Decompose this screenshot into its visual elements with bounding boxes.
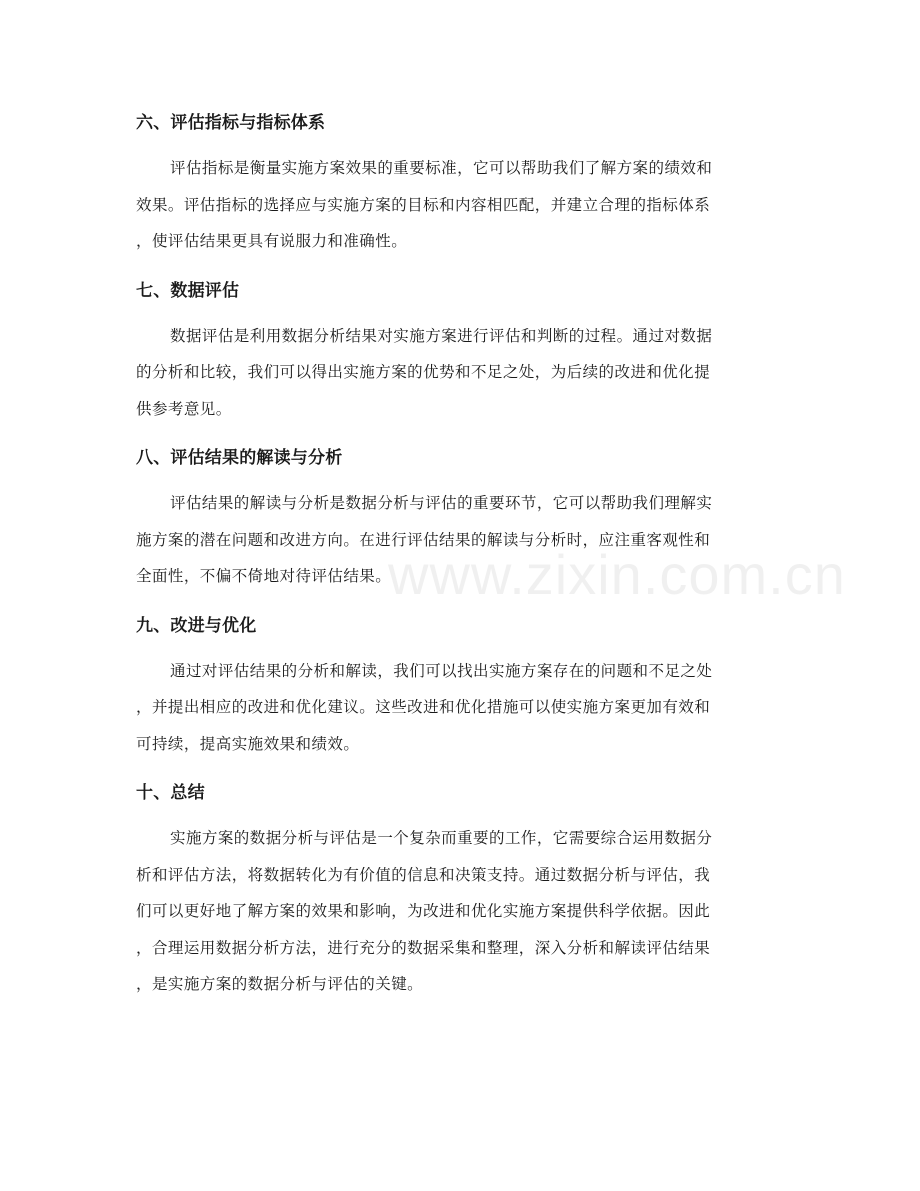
paragraph-line: ，合理运用数据分析方法，进行充分的数据采集和整理，深入分析和解读评估结果 <box>136 938 711 957</box>
paragraph-line: 施方案的潜在问题和改进方向。在进行评估结果的解读与分析时，应注重客观性和 <box>136 530 711 549</box>
section-paragraph <box>136 318 788 428</box>
section-paragraph <box>136 150 788 260</box>
section-paragraph <box>136 820 788 1003</box>
paragraph-line: 实施方案的数据分析与评估是一个复杂而重要的工作，它需要综合运用数据分 <box>170 829 713 847</box>
paragraph-line: 效果。评估指标的选择应与实施方案的目标和内容相匹配，并建立合理的指标体系 <box>136 195 711 214</box>
section-paragraph <box>136 485 788 595</box>
section-summary <box>136 778 788 1003</box>
section-heading: 六、评估指标与指标体系 <box>136 113 326 133</box>
paragraph-line: 供参考意见。 <box>136 399 232 418</box>
paragraph-line: 数据评估是利用数据分析结果对实施方案进行评估和判断的过程。通过对数据 <box>170 326 713 345</box>
paragraph-line: 评估结果的解读与分析是数据分析与评估的重要环节，它可以帮助我们理解实 <box>170 494 713 512</box>
document-body <box>136 108 788 1019</box>
paragraph-line: ，使评估结果更具有说服力和准确性。 <box>136 232 408 250</box>
section-heading: 九、改进与优化 <box>136 615 257 636</box>
paragraph-line: 析和评估方法，将数据转化为有价值的信息和决策支持。通过数据分析与评估，我 <box>136 865 711 884</box>
paragraph-line: 们可以更好地了解方案的效果和影响，为改进和优化实施方案提供科学依据。因此 <box>136 902 711 920</box>
section-evaluation-indicators <box>136 108 788 260</box>
section-heading: 十、总结 <box>136 783 205 803</box>
paragraph-line: 可持续，提高实施效果和绩效。 <box>136 734 360 753</box>
paragraph-line: 评估指标是衡量实施方案效果的重要标准，它可以帮助我们了解方案的绩效和 <box>170 159 713 177</box>
section-result-interpretation <box>136 443 788 595</box>
paragraph-line: 通过对评估结果的分析和解读，我们可以找出实施方案存在的问题和不足之处 <box>170 661 713 680</box>
section-improvement <box>136 611 788 763</box>
section-data-evaluation <box>136 276 788 428</box>
watermark-text: www.zixin.com.cn <box>388 543 846 606</box>
section-paragraph <box>136 653 788 763</box>
paragraph-line: 全面性，不偏不倚地对待评估结果。 <box>136 567 392 585</box>
section-heading: 七、数据评估 <box>136 280 240 301</box>
paragraph-line: ，并提出相应的改进和优化建议。这些改进和优化措施可以使实施方案更加有效和 <box>136 698 711 716</box>
paragraph-line: ，是实施方案的数据分析与评估的关键。 <box>136 975 424 993</box>
section-heading: 八、评估结果的解读与分析 <box>136 448 343 468</box>
paragraph-line: 的分析和比较，我们可以得出实施方案的优势和不足之处，为后续的改进和优化提 <box>136 363 711 381</box>
